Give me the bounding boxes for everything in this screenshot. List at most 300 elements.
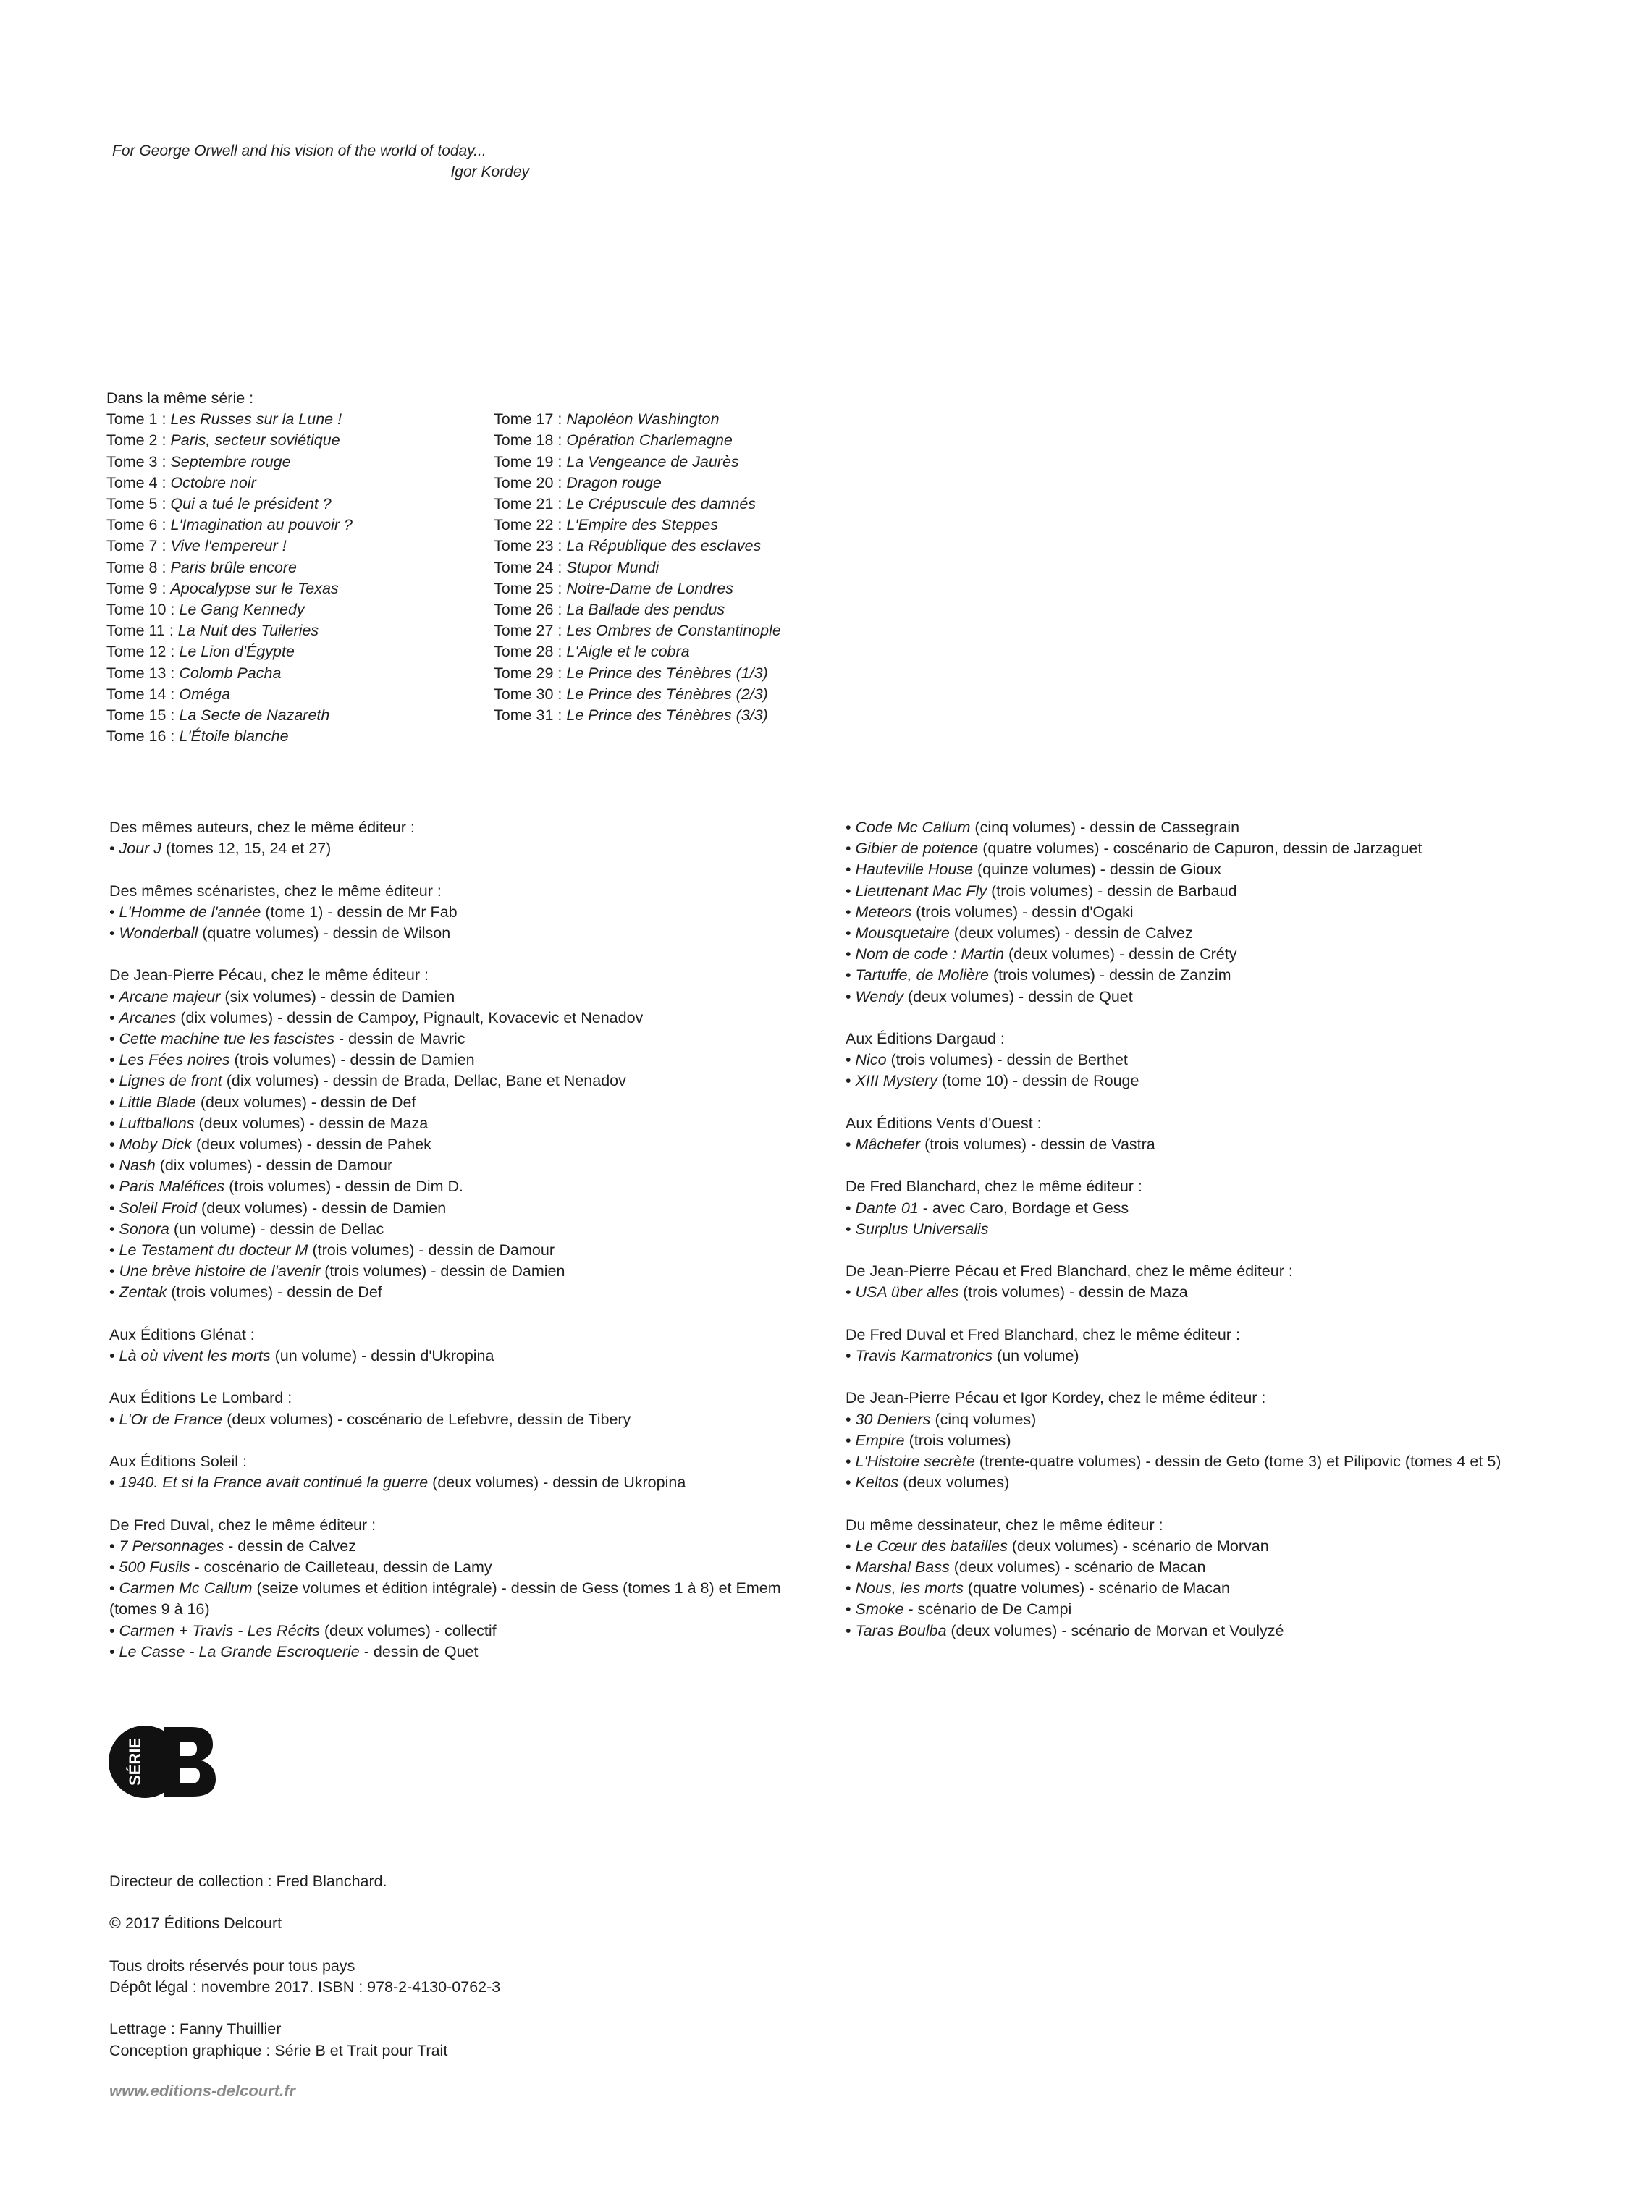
bullet: • xyxy=(109,1030,119,1047)
bibliography-item xyxy=(109,1008,833,1029)
work-title: Wonderball xyxy=(119,924,198,942)
series-list xyxy=(106,388,781,746)
tome-number: Tome 6 : xyxy=(106,516,171,534)
group-heading: De Jean-Pierre Pécau, chez le même éditeur : xyxy=(109,966,429,984)
work-details: (deux volumes) - dessin de Maza xyxy=(194,1114,429,1132)
tome-title: Le Gang Kennedy xyxy=(179,601,305,619)
work-title: 1940. Et si la France avait continué la guerre xyxy=(119,1474,429,1492)
work-details: (trois volumes) xyxy=(904,1431,1011,1449)
bullet: • xyxy=(109,1199,119,1217)
tome-title: Le Prince des Ténèbres (3/3) xyxy=(566,706,768,725)
bullet: • xyxy=(846,861,856,879)
bullet: • xyxy=(846,1051,856,1069)
bullet: • xyxy=(846,1579,856,1597)
work-title: Zentak xyxy=(119,1283,167,1301)
group-heading: De Jean-Pierre Pécau et Fred Blanchard, chez le même éditeur : xyxy=(846,1262,1293,1280)
bibliography-item xyxy=(109,1176,833,1197)
tome-title: Dragon rouge xyxy=(566,473,662,491)
bibliography-item xyxy=(846,965,1569,986)
work-title: Paris Maléfices xyxy=(119,1178,225,1196)
tome-title: L'Étoile blanche xyxy=(179,727,289,746)
series-tome xyxy=(106,557,512,578)
bibliography-item xyxy=(109,1071,833,1092)
series-tome xyxy=(106,473,512,494)
series-tome xyxy=(494,452,899,473)
bibliography-item xyxy=(846,1599,1569,1620)
bullet: • xyxy=(846,945,856,963)
work-details: (deux volumes) - coscénario de Lefebvre, dessin de Tibery xyxy=(222,1410,631,1428)
bibliography-item xyxy=(846,987,1569,1008)
work-title: Mâchefer xyxy=(855,1136,921,1154)
work-details: (deux volumes) - dessin de Def xyxy=(195,1093,416,1111)
bibliography-item xyxy=(846,838,1569,859)
bullet: • xyxy=(109,1093,119,1111)
bibliography-item xyxy=(109,923,833,944)
bibliography-item xyxy=(109,1409,833,1430)
tome-number: Tome 28 : xyxy=(494,643,567,661)
work-title: Soleil Froid xyxy=(119,1199,198,1217)
group-heading: De Fred Blanchard, chez le même éditeur : xyxy=(846,1178,1142,1196)
tome-title: Paris brûle encore xyxy=(170,558,297,576)
series-tome xyxy=(494,557,899,578)
bibliography-item xyxy=(846,1621,1569,1642)
series-tome xyxy=(106,620,512,641)
work-details: (trois volumes) - dessin de Berthet xyxy=(886,1051,1128,1069)
tome-number: Tome 3 : xyxy=(106,452,171,470)
bullet: • xyxy=(109,1072,119,1090)
work-title: 500 Fusils xyxy=(119,1558,190,1576)
series-tome xyxy=(106,515,512,536)
series-tome xyxy=(494,599,899,620)
bibliography-group xyxy=(109,881,833,945)
work-title: Taras Boulba xyxy=(855,1621,947,1639)
work-title: Une brève histoire de l'avenir xyxy=(119,1262,321,1280)
work-details: (tome 1) - dessin de Mr Fab xyxy=(261,903,458,921)
bullet: • xyxy=(846,1072,856,1090)
work-details: - coscénario de Cailleteau, dessin de Lamy xyxy=(190,1558,492,1576)
tome-title: La Secte de Nazareth xyxy=(179,706,330,725)
work-title: Nom de code : Martin xyxy=(855,945,1005,963)
serie-b-logo xyxy=(107,1724,217,1799)
dedication xyxy=(112,140,547,182)
bibliography-group xyxy=(109,1451,833,1493)
series-tome xyxy=(106,641,512,662)
bibliography-group xyxy=(109,817,833,859)
work-details: (quatre volumes) - coscénario de Capuron, dessin de Jarzaguet xyxy=(978,840,1423,858)
work-title: Nico xyxy=(855,1051,887,1069)
work-details: (deux volumes) - dessin de Damien xyxy=(197,1199,447,1217)
bibliography-group xyxy=(846,1261,1569,1303)
tome-title: Apocalypse sur le Texas xyxy=(170,579,339,597)
bibliography-item xyxy=(109,1134,833,1155)
work-details: (cinq volumes) xyxy=(930,1410,1037,1428)
work-details: (dix volumes) - dessin de Damour xyxy=(155,1157,393,1175)
tome-number: Tome 16 : xyxy=(106,727,180,746)
work-title: Gibier de potence xyxy=(855,840,979,858)
work-title: USA über alles xyxy=(855,1283,959,1301)
bullet: • xyxy=(109,924,119,942)
bullet: • xyxy=(109,1642,119,1660)
tome-title: Le Prince des Ténèbres (1/3) xyxy=(566,664,768,682)
group-heading: Des mêmes scénaristes, chez le même éditeur : xyxy=(109,882,442,900)
bibliography-item xyxy=(846,1282,1569,1303)
work-details: (cinq volumes) - dessin de Cassegrain xyxy=(970,819,1240,836)
series-tome xyxy=(494,641,899,662)
bibliography-item xyxy=(109,1261,833,1282)
work-details: (trois volumes) - dessin de Zanzim xyxy=(988,966,1231,984)
work-title: Carmen + Travis - Les Récits xyxy=(119,1621,320,1639)
bibliography-group xyxy=(109,1515,833,1663)
bullet: • xyxy=(109,840,119,858)
bullet: • xyxy=(109,1051,119,1069)
series-column-1 xyxy=(106,409,512,747)
group-heading: Aux Éditions Glénat : xyxy=(109,1325,255,1343)
tome-number: Tome 31 : xyxy=(494,706,567,725)
work-details: (deux volumes) - dessin de Calvez xyxy=(949,924,1193,942)
work-title: Là où vivent les morts xyxy=(119,1347,271,1365)
bullet: • xyxy=(846,1621,856,1639)
bullet: • xyxy=(846,1410,856,1428)
series-tome xyxy=(106,663,512,684)
bibliography-item xyxy=(846,1198,1569,1219)
bibliography-item xyxy=(846,817,1569,838)
bullet: • xyxy=(109,1579,119,1597)
work-details: (un volume) - dessin de Dellac xyxy=(169,1220,384,1238)
work-details: (dix volumes) - dessin de Campoy, Pignault, Kovacevic et Nenadov xyxy=(176,1008,644,1026)
tome-title: Paris, secteur soviétique xyxy=(170,431,340,449)
bullet: • xyxy=(109,1410,119,1428)
work-details: (trente-quatre volumes) - dessin de Geto (tome 3) et Pilipovic (tomes 4 et 5) xyxy=(974,1453,1501,1470)
series-tome xyxy=(494,663,899,684)
bibliography-item xyxy=(109,1578,804,1620)
group-heading: De Fred Duval et Fred Blanchard, chez le même éditeur : xyxy=(846,1325,1240,1343)
bullet: • xyxy=(846,924,856,942)
tome-title: Notre-Dame de Londres xyxy=(566,579,734,597)
tome-title: Octobre noir xyxy=(170,473,256,491)
logo-text: SÉRIE xyxy=(126,1737,144,1786)
series-tome xyxy=(106,494,512,515)
tome-number: Tome 27 : xyxy=(494,622,567,640)
bullet: • xyxy=(109,903,119,921)
group-heading: Aux Éditions Vents d'Ouest : xyxy=(846,1114,1042,1132)
tome-number: Tome 18 : xyxy=(494,431,567,449)
bibliography-item xyxy=(846,1557,1569,1578)
group-heading: De Jean-Pierre Pécau et Igor Kordey, chez le même éditeur : xyxy=(846,1389,1266,1407)
bibliography-item xyxy=(109,1621,833,1642)
bibliography-group xyxy=(109,1325,833,1367)
bibliography-item xyxy=(109,987,833,1008)
work-title: Wendy xyxy=(855,987,904,1005)
bullet: • xyxy=(846,1136,856,1154)
bullet: • xyxy=(846,1199,856,1217)
bullet: • xyxy=(109,1008,119,1026)
group-heading: De Fred Duval, chez le même éditeur : xyxy=(109,1516,376,1534)
bibliography-item xyxy=(846,1430,1569,1451)
bibliography-item xyxy=(846,1219,1569,1240)
bibliography-group xyxy=(109,1388,833,1430)
tome-title: Les Ombres de Constantinople xyxy=(566,622,781,640)
bibliography-item xyxy=(109,1472,833,1493)
work-details: (un volume) xyxy=(993,1347,1079,1364)
bibliography-item xyxy=(109,1642,833,1663)
work-details: (deux volumes) - dessin de Créty xyxy=(1004,945,1237,963)
work-details: (deux volumes) - scénario de Morvan et Voulyzé xyxy=(946,1621,1284,1639)
dedication-author: Igor Kordey xyxy=(450,164,529,180)
work-title: 30 Deniers xyxy=(855,1410,931,1428)
bibliography-item xyxy=(846,1071,1569,1092)
tome-title: Oméga xyxy=(179,685,230,703)
work-title: Arcane majeur xyxy=(119,987,221,1005)
work-title: Cette machine tue les fascistes xyxy=(119,1030,335,1047)
bibliography-item xyxy=(846,859,1569,880)
work-title: Moby Dick xyxy=(119,1136,192,1154)
tome-title: La République des esclaves xyxy=(566,537,762,555)
work-title: Nous, les morts xyxy=(855,1579,964,1597)
series-tome xyxy=(494,430,899,451)
website-link[interactable]: www.editions-delcourt.fr xyxy=(109,2082,296,2100)
bibliography-item xyxy=(109,1240,833,1261)
bibliography-group xyxy=(846,1515,1569,1642)
work-details: (trois volumes) - dessin de Barbaud xyxy=(987,882,1237,900)
work-title: Meteors xyxy=(855,903,912,921)
series-tome xyxy=(494,494,899,515)
tome-number: Tome 11 : xyxy=(106,622,178,640)
work-details: (seize volumes et édition intégrale) - dessin de Gess (tomes 1 à 8) et Emem (tomes 9 à 16) xyxy=(109,1579,781,1618)
work-title: Arcanes xyxy=(119,1008,177,1026)
bullet: • xyxy=(109,1283,119,1301)
work-title: 7 Personnages xyxy=(119,1537,224,1555)
work-details: (deux volumes) - scénario de Macan xyxy=(949,1558,1206,1576)
bibliography-group xyxy=(846,1388,1569,1493)
bullet: • xyxy=(846,882,856,900)
tome-title: Le Prince des Ténèbres (2/3) xyxy=(566,685,768,703)
tome-number: Tome 23 : xyxy=(494,537,567,555)
bullet: • xyxy=(109,1558,119,1576)
series-tome xyxy=(494,620,899,641)
work-details: (deux volumes) - dessin de Quet xyxy=(903,987,1133,1005)
lettering-credit: Lettrage : Fanny Thuillier xyxy=(109,2020,282,2038)
bibliography-item xyxy=(109,1198,833,1219)
bullet: • xyxy=(109,1157,119,1175)
credits xyxy=(109,1871,500,2061)
work-details: (trois volumes) - dessin de Damien xyxy=(229,1051,475,1069)
work-title: Le Cœur des batailles xyxy=(855,1537,1008,1555)
work-title: Hauteville House xyxy=(855,861,974,879)
bullet: • xyxy=(846,1283,856,1301)
work-details: (six volumes) - dessin de Damien xyxy=(220,987,455,1005)
series-tome xyxy=(106,684,512,705)
bibliography-item xyxy=(846,1536,1569,1557)
work-details: (deux volumes) - collectif xyxy=(319,1621,497,1639)
work-details: (trois volumes) - dessin d'Ogaki xyxy=(911,903,1134,921)
tome-title: La Ballade des pendus xyxy=(566,601,725,619)
bibliography-group xyxy=(846,1176,1569,1240)
tome-title: Colomb Pacha xyxy=(179,664,282,682)
copyright: © 2017 Éditions Delcourt xyxy=(109,1915,282,1933)
bullet: • xyxy=(846,1600,856,1618)
work-details: - dessin de Quet xyxy=(359,1642,479,1660)
work-title: XIII Mystery xyxy=(855,1072,937,1090)
work-title: Keltos xyxy=(855,1474,899,1492)
work-title: Smoke xyxy=(855,1600,904,1618)
work-title: Tartuffe, de Molière xyxy=(855,966,989,984)
work-title: Dante 01 xyxy=(855,1199,919,1217)
bullet: • xyxy=(846,987,856,1005)
tome-title: Opération Charlemagne xyxy=(566,431,733,449)
tome-title: L'Imagination au pouvoir ? xyxy=(170,516,353,534)
tome-title: L'Aigle et le cobra xyxy=(566,643,690,661)
work-title: Sonora xyxy=(119,1220,169,1238)
bullet: • xyxy=(109,1241,119,1259)
bibliography-item xyxy=(109,1557,833,1578)
bibliography-item xyxy=(846,923,1569,944)
tome-number: Tome 14 : xyxy=(106,685,180,703)
work-details: (deux volumes) - scénario de Morvan xyxy=(1007,1537,1269,1555)
work-title: Lieutenant Mac Fly xyxy=(855,882,987,900)
tome-title: Stupor Mundi xyxy=(566,558,659,576)
bibliography-group xyxy=(846,1029,1569,1092)
work-details: - dessin de Calvez xyxy=(224,1537,356,1555)
dedication-text: For George Orwell and his vision of the world of today... xyxy=(112,143,486,159)
work-title: Le Casse - La Grande Escroquerie xyxy=(119,1642,360,1660)
tome-number: Tome 13 : xyxy=(106,664,180,682)
work-details: (trois volumes) - dessin de Dim D. xyxy=(224,1178,464,1196)
bullet: • xyxy=(109,1136,119,1154)
tome-number: Tome 20 : xyxy=(494,473,567,491)
bullet: • xyxy=(109,1262,119,1280)
work-title: L'Homme de l'année xyxy=(119,903,261,921)
tome-number: Tome 29 : xyxy=(494,664,567,682)
bullet: • xyxy=(846,966,856,984)
bullet: • xyxy=(846,1347,856,1364)
bibliography-item xyxy=(846,1472,1569,1493)
tome-number: Tome 17 : xyxy=(494,410,567,429)
work-details: (trois volumes) - dessin de Maza xyxy=(958,1283,1188,1301)
work-details: (tome 10) - dessin de Rouge xyxy=(937,1072,1139,1090)
tome-title: La Nuit des Tuileries xyxy=(177,622,319,640)
group-heading: Des mêmes auteurs, chez le même éditeur : xyxy=(109,819,415,836)
work-title: Surplus Universalis xyxy=(855,1220,989,1238)
bibliography-item xyxy=(109,1029,833,1050)
bibliography-item xyxy=(846,944,1569,965)
bullet: • xyxy=(109,1178,119,1196)
work-title: Nash xyxy=(119,1157,156,1175)
tome-number: Tome 10 : xyxy=(106,601,180,619)
series-tome xyxy=(106,409,512,430)
bullet: • xyxy=(846,1537,856,1555)
bibliography-item xyxy=(846,1050,1569,1071)
work-details: (trois volumes) - dessin de Vastra xyxy=(920,1136,1155,1154)
work-title: L'Or de France xyxy=(119,1410,223,1428)
work-details: (trois volumes) - dessin de Def xyxy=(167,1283,382,1301)
group-heading: Aux Éditions Dargaud : xyxy=(846,1030,1005,1048)
group-heading: Aux Éditions Soleil : xyxy=(109,1453,248,1471)
series-tome xyxy=(106,578,512,599)
series-tome xyxy=(494,409,899,430)
work-details: (un volume) - dessin d'Ukropina xyxy=(270,1347,494,1365)
tome-title: Qui a tué le président ? xyxy=(170,495,332,512)
work-title: Les Fées noires xyxy=(119,1051,230,1069)
series-tome xyxy=(106,452,512,473)
tome-title: Napoléon Washington xyxy=(566,410,720,429)
group-heading: Du même dessinateur, chez le même éditeur : xyxy=(846,1516,1163,1534)
bibliography-item xyxy=(846,1409,1569,1430)
work-title: Travis Karmatronics xyxy=(855,1347,993,1364)
work-title: Jour J xyxy=(119,840,162,858)
bullet: • xyxy=(846,903,856,921)
work-details: (deux volumes) - dessin de Pahek xyxy=(191,1136,431,1154)
series-tome xyxy=(106,599,512,620)
tome-number: Tome 19 : xyxy=(494,452,567,470)
bibliography-item xyxy=(109,1346,833,1367)
tome-title: Le Lion d'Égypte xyxy=(179,643,295,661)
tome-number: Tome 12 : xyxy=(106,643,180,661)
bullet: • xyxy=(109,1220,119,1238)
tome-title: L'Empire des Steppes xyxy=(566,516,719,534)
tome-number: Tome 5 : xyxy=(106,495,171,512)
tome-title: Septembre rouge xyxy=(170,452,291,470)
bibliography-item xyxy=(109,1155,833,1176)
tome-number: Tome 30 : xyxy=(494,685,567,703)
bibliography-right xyxy=(846,817,1569,1663)
series-heading: Dans la même série : xyxy=(106,389,254,407)
bibliography-item xyxy=(846,1578,1569,1599)
bibliography-item xyxy=(109,1282,833,1303)
bibliography-item xyxy=(109,1219,833,1240)
group-heading: Aux Éditions Le Lombard : xyxy=(109,1389,292,1407)
bullet: • xyxy=(846,840,856,858)
bibliography-item xyxy=(109,1050,833,1071)
series-tome xyxy=(494,473,899,494)
bibliography-left xyxy=(109,817,833,1684)
series-tome xyxy=(106,536,512,557)
work-details: (trois volumes) - dessin de Damien xyxy=(320,1262,565,1280)
bibliography-item xyxy=(846,1451,1569,1472)
work-title: Little Blade xyxy=(119,1093,196,1111)
bullet: • xyxy=(846,1431,856,1449)
bullet: • xyxy=(109,1621,119,1639)
bullet: • xyxy=(109,1114,119,1132)
work-details: (dix volumes) - dessin de Brada, Dellac, Bane et Nenadov xyxy=(222,1072,626,1090)
tome-number: Tome 9 : xyxy=(106,579,171,597)
collection-director: Directeur de collection : Fred Blanchard. xyxy=(109,1873,387,1890)
tome-title: La Vengeance de Jaurès xyxy=(566,452,739,470)
work-details: (quatre volumes) - dessin de Wilson xyxy=(198,924,451,942)
series-tome xyxy=(494,578,899,599)
tome-number: Tome 22 : xyxy=(494,516,567,534)
work-title: Lignes de front xyxy=(119,1072,222,1090)
work-details: - dessin de Mavric xyxy=(334,1030,465,1047)
work-details: (quatre volumes) - scénario de Macan xyxy=(963,1579,1230,1597)
bibliography-item xyxy=(109,838,833,859)
bibliography-group xyxy=(846,817,1569,1008)
bibliography-item xyxy=(846,902,1569,923)
tome-number: Tome 21 : xyxy=(494,495,567,512)
tome-title: Les Russes sur la Lune ! xyxy=(170,410,342,429)
bibliography-item xyxy=(846,1346,1569,1367)
work-details: - scénario de De Campi xyxy=(903,1600,1072,1618)
bullet: • xyxy=(109,1537,119,1555)
bullet: • xyxy=(846,1558,856,1576)
work-details: (quinze volumes) - dessin de Gioux xyxy=(973,861,1222,879)
series-tome xyxy=(494,684,899,705)
tome-number: Tome 7 : xyxy=(106,537,171,555)
tome-number: Tome 15 : xyxy=(106,706,180,725)
work-details: (deux volumes) xyxy=(898,1474,1010,1492)
bibliography-group xyxy=(846,1325,1569,1367)
work-title: Le Testament du docteur M xyxy=(119,1241,308,1259)
tome-title: Vive l'empereur ! xyxy=(170,537,287,555)
